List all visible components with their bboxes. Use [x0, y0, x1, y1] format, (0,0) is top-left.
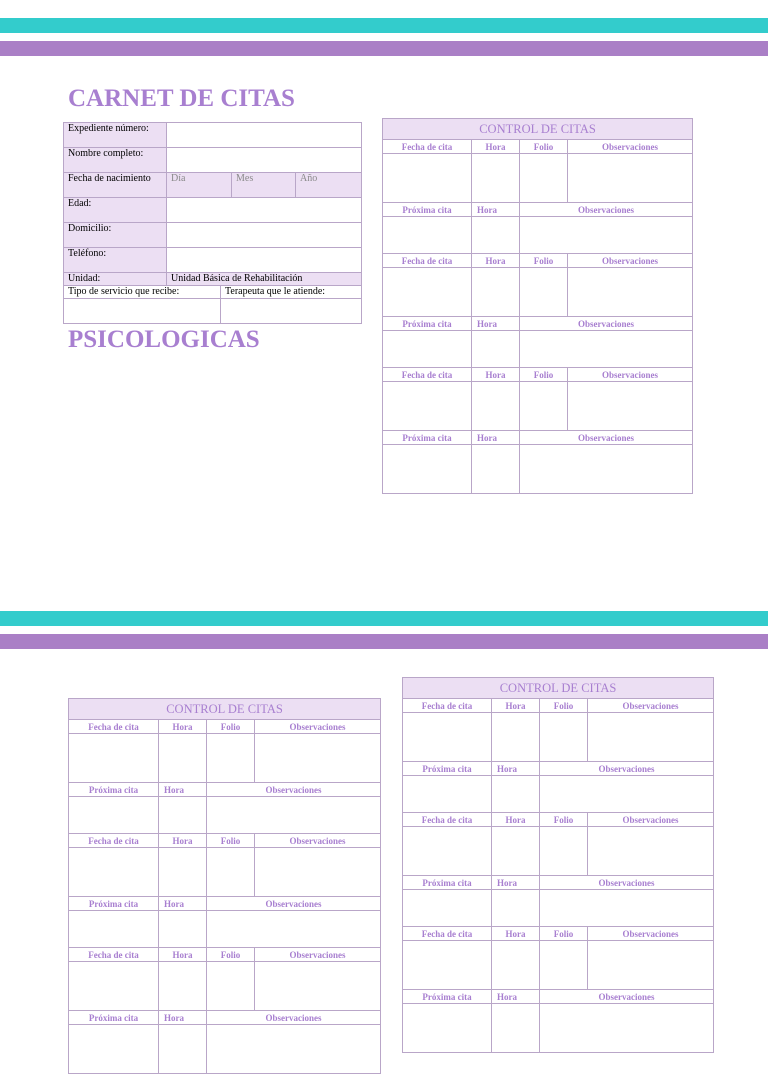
header-hora: Hora: [472, 431, 520, 445]
cell-observaciones[interactable]: [588, 827, 714, 876]
header-proxima-cita: Próxima cita: [403, 876, 492, 890]
header-fecha-cita: Fecha de cita: [403, 699, 492, 713]
header-folio: Folio: [520, 254, 568, 268]
cell-observaciones[interactable]: [207, 911, 381, 948]
cell-observaciones[interactable]: [520, 217, 693, 254]
header-folio: Folio: [207, 948, 255, 962]
field-edad[interactable]: [167, 198, 362, 223]
cell-fecha-cita[interactable]: [383, 382, 472, 431]
cell-observaciones[interactable]: [520, 331, 693, 368]
control-table: [68, 698, 381, 1074]
label-tipo-servicio: Tipo de servicio que recibe:: [64, 286, 221, 299]
header-folio: Folio: [207, 720, 255, 734]
header-proxima-cita: Próxima cita: [403, 762, 492, 776]
cell-observaciones[interactable]: [540, 890, 714, 927]
field-anio[interactable]: Año: [296, 173, 362, 198]
cell-hora[interactable]: [492, 776, 540, 813]
cell-proxima-cita[interactable]: [69, 1025, 159, 1074]
header-observaciones: Observaciones: [588, 813, 714, 827]
header-observaciones: Observaciones: [568, 368, 693, 382]
field-unidad: Unidad Básica de Rehabilitación: [167, 273, 362, 286]
label-telefono: Teléfono:: [64, 248, 167, 273]
control-title: CONTROL DE CITAS: [69, 699, 381, 720]
header-observaciones: Observaciones: [520, 317, 693, 331]
header-fecha-cita: Fecha de cita: [403, 927, 492, 941]
header-folio: Folio: [520, 140, 568, 154]
header-observaciones: Observaciones: [588, 699, 714, 713]
cell-hora[interactable]: [159, 911, 207, 948]
header-observaciones: Observaciones: [255, 720, 381, 734]
cell-observaciones[interactable]: [588, 713, 714, 762]
cell-hora[interactable]: [159, 962, 207, 1011]
cell-folio[interactable]: [520, 268, 568, 317]
cell-hora[interactable]: [492, 941, 540, 990]
cell-observaciones[interactable]: [255, 848, 381, 897]
header-proxima-cita: Próxima cita: [383, 317, 472, 331]
cell-hora[interactable]: [159, 734, 207, 783]
header-hora: Hora: [159, 720, 207, 734]
label-terapeuta: Terapeuta que le atiende:: [221, 286, 362, 299]
header-hora: Hora: [472, 203, 520, 217]
header-hora: Hora: [159, 948, 207, 962]
cell-hora[interactable]: [472, 217, 520, 254]
psicologicas-subtitle: PSICOLOGICAS: [68, 326, 260, 353]
cell-hora[interactable]: [472, 154, 520, 203]
cell-hora[interactable]: [472, 331, 520, 368]
label-expediente: Expediente número:: [64, 123, 167, 148]
header-proxima-cita: Próxima cita: [383, 203, 472, 217]
cell-fecha-cita[interactable]: [69, 734, 159, 783]
header-folio: Folio: [540, 813, 588, 827]
cell-hora[interactable]: [472, 445, 520, 494]
cell-fecha-cita[interactable]: [403, 713, 492, 762]
control-title: CONTROL DE CITAS: [383, 119, 693, 140]
header-hora: Hora: [492, 927, 540, 941]
header-fecha-cita: Fecha de cita: [383, 254, 472, 268]
header-observaciones: Observaciones: [568, 140, 693, 154]
header-hora: Hora: [492, 990, 540, 1004]
field-nombre[interactable]: [167, 148, 362, 173]
cell-proxima-cita[interactable]: [69, 797, 159, 834]
header-hora: Hora: [159, 783, 207, 797]
label-edad: Edad:: [64, 198, 167, 223]
header-observaciones: Observaciones: [207, 1011, 381, 1025]
cell-observaciones[interactable]: [568, 382, 693, 431]
cell-folio[interactable]: [540, 827, 588, 876]
label-domicilio: Domicilio:: [64, 223, 167, 248]
field-mes[interactable]: Mes: [232, 173, 296, 198]
middle-purple-band: [0, 634, 768, 649]
header-hora: Hora: [492, 813, 540, 827]
label-unidad: Unidad:: [64, 273, 167, 286]
header-hora: Hora: [159, 897, 207, 911]
cell-fecha-cita[interactable]: [69, 848, 159, 897]
header-observaciones: Observaciones: [255, 948, 381, 962]
cell-folio[interactable]: [207, 848, 255, 897]
header-proxima-cita: Próxima cita: [69, 1011, 159, 1025]
header-hora: Hora: [159, 1011, 207, 1025]
cell-observaciones[interactable]: [255, 962, 381, 1011]
cell-hora[interactable]: [492, 890, 540, 927]
header-proxima-cita: Próxima cita: [69, 897, 159, 911]
cell-hora[interactable]: [472, 382, 520, 431]
cell-observaciones[interactable]: [540, 1004, 714, 1053]
cell-hora[interactable]: [472, 268, 520, 317]
cell-folio[interactable]: [540, 713, 588, 762]
cell-proxima-cita[interactable]: [383, 217, 472, 254]
header-folio: Folio: [540, 927, 588, 941]
top-purple-band: [0, 41, 768, 56]
header-hora: Hora: [492, 699, 540, 713]
field-tipo-servicio[interactable]: [64, 299, 221, 324]
header-observaciones: Observaciones: [520, 431, 693, 445]
patient-info-form: [63, 122, 362, 286]
header-observaciones: Observaciones: [255, 834, 381, 848]
header-hora: Hora: [472, 317, 520, 331]
cell-hora[interactable]: [159, 848, 207, 897]
cell-fecha-cita[interactable]: [403, 827, 492, 876]
cell-observaciones[interactable]: [540, 776, 714, 813]
middle-teal-band: [0, 611, 768, 626]
top-teal-band: [0, 18, 768, 33]
header-proxima-cita: Próxima cita: [403, 990, 492, 1004]
cell-hora[interactable]: [492, 1004, 540, 1053]
header-fecha-cita: Fecha de cita: [403, 813, 492, 827]
cell-proxima-cita[interactable]: [383, 331, 472, 368]
cell-observaciones[interactable]: [255, 734, 381, 783]
header-proxima-cita: Próxima cita: [383, 431, 472, 445]
cell-proxima-cita[interactable]: [403, 776, 492, 813]
header-hora: Hora: [159, 834, 207, 848]
header-observaciones: Observaciones: [207, 897, 381, 911]
header-folio: Folio: [520, 368, 568, 382]
control-table: [382, 118, 693, 494]
cell-observaciones[interactable]: [568, 268, 693, 317]
header-folio: Folio: [540, 699, 588, 713]
field-telefono[interactable]: [167, 248, 362, 273]
cell-observaciones[interactable]: [207, 1025, 381, 1074]
header-observaciones: Observaciones: [540, 762, 714, 776]
cell-folio[interactable]: [207, 734, 255, 783]
header-fecha-cita: Fecha de cita: [383, 140, 472, 154]
cell-fecha-cita[interactable]: [383, 268, 472, 317]
cell-hora[interactable]: [159, 1025, 207, 1074]
header-fecha-cita: Fecha de cita: [383, 368, 472, 382]
cell-folio[interactable]: [540, 941, 588, 990]
cell-fecha-cita[interactable]: [383, 154, 472, 203]
cell-hora[interactable]: [159, 797, 207, 834]
header-hora: Hora: [492, 876, 540, 890]
cell-proxima-cita[interactable]: [403, 890, 492, 927]
header-observaciones: Observaciones: [540, 990, 714, 1004]
cell-observaciones[interactable]: [520, 445, 693, 494]
cell-proxima-cita[interactable]: [403, 1004, 492, 1053]
cell-folio[interactable]: [520, 382, 568, 431]
header-folio: Folio: [207, 834, 255, 848]
header-observaciones: Observaciones: [540, 876, 714, 890]
header-hora: Hora: [492, 762, 540, 776]
cell-observaciones[interactable]: [588, 941, 714, 990]
cell-proxima-cita[interactable]: [69, 911, 159, 948]
cell-hora[interactable]: [492, 713, 540, 762]
field-expediente[interactable]: [167, 123, 362, 148]
header-hora: Hora: [472, 254, 520, 268]
control-table: [402, 677, 714, 1053]
control-title: CONTROL DE CITAS: [403, 678, 714, 699]
header-hora: Hora: [472, 368, 520, 382]
header-observaciones: Observaciones: [207, 783, 381, 797]
cell-hora[interactable]: [492, 827, 540, 876]
field-domicilio[interactable]: [167, 223, 362, 248]
field-terapeuta[interactable]: [221, 299, 362, 324]
header-observaciones: Observaciones: [588, 927, 714, 941]
carnet-title: CARNET DE CITAS: [68, 85, 295, 112]
label-nombre: Nombre completo:: [64, 148, 167, 173]
header-observaciones: Observaciones: [568, 254, 693, 268]
header-fecha-cita: Fecha de cita: [69, 948, 159, 962]
header-hora: Hora: [472, 140, 520, 154]
cell-folio[interactable]: [207, 962, 255, 1011]
cell-observaciones[interactable]: [207, 797, 381, 834]
cell-observaciones[interactable]: [568, 154, 693, 203]
header-proxima-cita: Próxima cita: [69, 783, 159, 797]
header-fecha-cita: Fecha de cita: [69, 720, 159, 734]
cell-fecha-cita[interactable]: [69, 962, 159, 1011]
field-dia[interactable]: Día: [167, 173, 232, 198]
label-fecha-nacimiento: Fecha de nacimiento: [64, 173, 167, 198]
cell-proxima-cita[interactable]: [383, 445, 472, 494]
header-observaciones: Observaciones: [520, 203, 693, 217]
header-fecha-cita: Fecha de cita: [69, 834, 159, 848]
service-form: [63, 285, 362, 324]
cell-folio[interactable]: [520, 154, 568, 203]
cell-fecha-cita[interactable]: [403, 941, 492, 990]
